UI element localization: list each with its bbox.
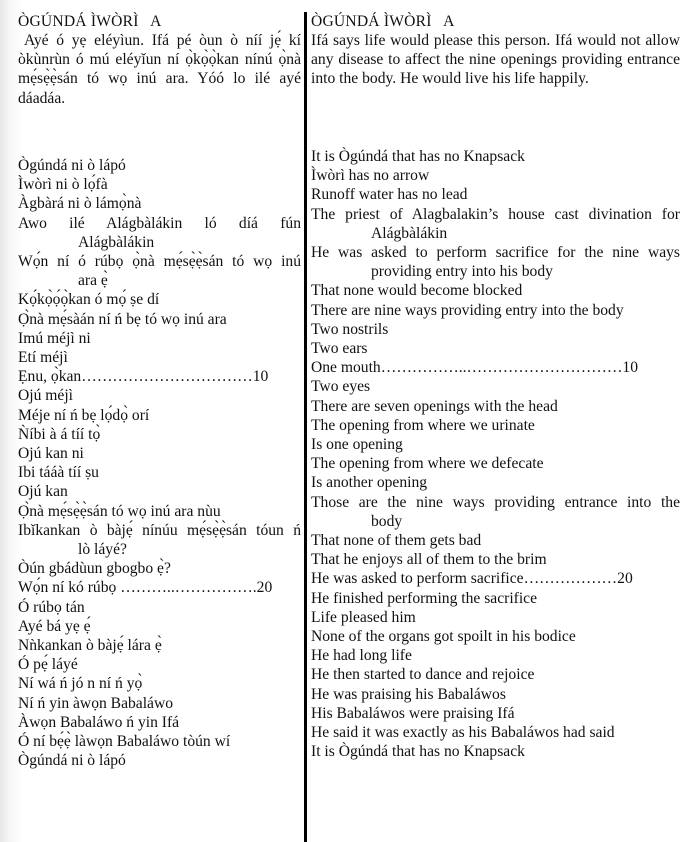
english-verse-line-text: One mouth……………..…………………………10 <box>311 359 639 377</box>
english-verse-line <box>311 205 680 243</box>
yoruba-verse-line <box>18 751 301 770</box>
yoruba-verse-line-text: Ibǐkankan ò bàjẹ́ nínúu mẹ́sẹ̀ẹ̀sán tóun ń <box>18 521 301 539</box>
english-verse-line-text: He had long life <box>311 647 412 665</box>
yoruba-verse-line-text: Méje ní ń bẹ lọ́dọ̀ orí <box>18 406 150 424</box>
english-verse-line-text: Is one opening <box>311 436 403 454</box>
yoruba-verse-line-text: Ayé bá yẹ ẹ́ <box>18 617 91 635</box>
yoruba-verse-line-text: Ibi tááà tíí ṣu <box>18 464 99 482</box>
english-verse-line-text: That he enjoys all of them to the brim <box>311 551 547 569</box>
english-verse-line <box>311 473 680 492</box>
yoruba-verse-line <box>18 694 301 713</box>
yoruba-verse-line <box>18 329 301 348</box>
yoruba-verse-line-text: Ǹíbi à á tíí tọ̀ <box>18 425 101 443</box>
english-verse-line <box>311 377 680 396</box>
english-verse-line-text: He was praising his Babaláwos <box>311 685 506 703</box>
english-verse-line <box>311 723 680 742</box>
english-verse-line <box>311 608 680 627</box>
english-verse-line <box>311 646 680 665</box>
yoruba-verse-line-text: Àgbàrá ni ò lámọ̀nà <box>18 195 142 213</box>
yoruba-verse-line-text: Ìwòrì ni ò lọ́fà <box>18 176 108 194</box>
yoruba-verse-line <box>18 175 301 194</box>
yoruba-verse-line-continuation: ara ẹ̀ <box>78 272 108 290</box>
yoruba-verse-line-text: Ojú kan <box>18 483 68 501</box>
yoruba-verse-line <box>18 367 301 386</box>
english-verse-line <box>311 185 680 204</box>
yoruba-verse-line <box>18 310 301 329</box>
yoruba-verse-line-text: Ó pẹ́ láyé <box>18 656 78 674</box>
english-verse-line-text: It is Ògúndá that has no Knapsack <box>311 743 525 761</box>
english-verse-line <box>311 339 680 358</box>
english-verse-line <box>311 166 680 185</box>
english-verse-line-text: Runoff water has no lead <box>311 186 468 204</box>
english-intro-paragraph: Ifá says life would please this person. Ifá would not allow any disease to affect the nine openings providing entrance into the body. He would live his life happily. <box>311 32 680 88</box>
english-verse-line <box>311 416 680 435</box>
english-verse-line <box>311 550 680 569</box>
english-verse-line <box>311 685 680 704</box>
yoruba-verse-line-text: Kọ́kọ̀ọ́ọ̀kan ó mọ́ ṣe dí <box>18 291 160 309</box>
english-verse-line <box>311 301 680 320</box>
yoruba-verse-line <box>18 463 301 482</box>
english-verse-line-text: Those are the nine ways providing entrance into the <box>311 493 680 511</box>
english-verse-line-text: That none of them gets bad <box>311 532 482 550</box>
yoruba-verse-line <box>18 214 301 252</box>
english-verse-line-text: He was asked to perform sacrifice for the nine ways <box>311 244 680 262</box>
english-verse-line <box>311 665 680 684</box>
yoruba-verse-line-text: Nǹkankan ò bàjẹ́ lára ẹ̀ <box>18 637 162 655</box>
english-verse-line-text: Two eyes <box>311 378 371 396</box>
yoruba-verse-line-text: Òún gbádùun gbogbo ẹ̀? <box>18 560 171 578</box>
yoruba-verse-line <box>18 655 301 674</box>
yoruba-verse-line-text: Ojú kan ni <box>18 445 84 463</box>
yoruba-verse-line-text: Ní ń yin àwọn Babaláwo <box>18 694 174 712</box>
yoruba-title: ÒGÚNDÁ ÌWÒRÌ A <box>18 13 162 30</box>
english-verse-line-text: Two nostrils <box>311 320 389 338</box>
english-verse-line-text: His Babaláwos were praising Ifá <box>311 704 515 722</box>
english-verse-line-text: There are seven openings with the head <box>311 397 558 415</box>
yoruba-verse-line-text: Ẹnu, ọ̀kan……………………………10 <box>18 368 269 386</box>
english-verse-line <box>311 704 680 723</box>
yoruba-verse-line <box>18 713 301 732</box>
yoruba-verse-line <box>18 290 301 309</box>
yoruba-verse-line <box>18 386 301 405</box>
yoruba-verse-line <box>18 521 301 559</box>
yoruba-verse-line-text: Awo ilé Alágbàlákin ló díá fún <box>18 214 301 232</box>
english-verse-line <box>311 531 680 550</box>
yoruba-verse-line-text: Àwọn Babaláwo ń yin Ifá <box>18 713 180 731</box>
english-verse-line <box>311 147 680 166</box>
english-verse-line <box>311 243 680 281</box>
yoruba-verse-line-text: Wọ́n ní ó rúbọ ọ̀nà mẹ́sẹ̀ẹ̀sán tó wọ inú <box>18 253 301 271</box>
yoruba-verse-line-text: Ògúndá ni ò lápó <box>18 157 126 174</box>
english-verse-line <box>311 742 680 761</box>
english-verse-line-continuation: body <box>371 512 403 530</box>
yoruba-verse-line <box>18 406 301 425</box>
english-verse-line <box>311 569 680 588</box>
yoruba-verse-line-text: Wọ́n ní kó rúbọ ………..…………….20 <box>18 579 273 597</box>
yoruba-verse-line <box>18 617 301 636</box>
yoruba-verse-line <box>18 156 301 175</box>
yoruba-verse-line-continuation: lò láyé? <box>78 541 127 559</box>
yoruba-verse-line <box>18 425 301 444</box>
english-title: ÒGÚNDÁ ÌWÒRÌ A <box>311 13 455 30</box>
english-verse-line <box>311 281 680 300</box>
yoruba-verse-line <box>18 482 301 501</box>
yoruba-verse-list <box>18 156 301 771</box>
yoruba-verse-line-text: Ọ̀nà mẹ́sẹ̀ẹ̀sán tó wọ inú ara nùu <box>18 502 221 520</box>
english-verse-list <box>311 147 680 762</box>
english-verse-line <box>311 435 680 454</box>
english-verse-line-text: Two ears <box>311 340 368 358</box>
yoruba-verse-line-text: Ògúndá ni ò lápó <box>18 752 126 770</box>
yoruba-verse-line <box>18 674 301 693</box>
english-verse-line <box>311 589 680 608</box>
yoruba-verse-line <box>18 559 301 578</box>
yoruba-verse-line-text: Ọ̀nà mẹ́sàán ní ń bẹ tó wọ inú ara <box>18 310 227 328</box>
english-verse-line-text: It is Ògúndá that has no Knapsack <box>311 148 525 165</box>
english-verse-line-continuation: providing entry into his body <box>371 263 553 281</box>
yoruba-verse-line-text: Ní wá ń jó n ní ń yọ̀ <box>18 675 143 693</box>
english-verse-line-text: He was asked to perform sacrifice………………20 <box>311 570 633 588</box>
english-verse-line-continuation: Alágbàlákin <box>371 224 448 242</box>
english-verse-line-text: That none would become blocked <box>311 282 523 300</box>
english-verse-line-text: He finished performing the sacrifice <box>311 589 538 607</box>
yoruba-verse-line <box>18 578 301 597</box>
yoruba-verse-line <box>18 444 301 463</box>
english-verse-line-text: Ìwòrì has no arrow <box>311 167 430 185</box>
english-verse-line <box>311 627 680 646</box>
yoruba-verse-line-text: Ó rúbọ tán <box>18 598 85 616</box>
english-verse-line <box>311 454 680 473</box>
yoruba-verse-line <box>18 502 301 521</box>
english-verse-line-text: The opening from where we urinate <box>311 416 535 434</box>
english-verse-line <box>311 493 680 531</box>
yoruba-intro-paragraph: Ayé ó yẹ eléyìun. Ifá pé òun ò níí jẹ́ kí òkùnrùn ó mú eléyǐun ní ọ̀kọ̀ọ̀kan nínú ọ̀nà mẹ́sẹ̀ẹ̀sán tó wọ inú ara. Yóó lo ilé ayé dáadáa. <box>18 32 301 107</box>
english-verse-line <box>311 397 680 416</box>
yoruba-verse-line <box>18 636 301 655</box>
yoruba-verse-line-text: Etí méjì <box>18 349 68 367</box>
yoruba-verse-line-continuation: Alágbàlákin <box>78 233 155 251</box>
column-divider <box>304 12 307 842</box>
yoruba-verse-line <box>18 252 301 290</box>
english-verse-line <box>311 320 680 339</box>
yoruba-verse-line <box>18 194 301 213</box>
yoruba-verse-line-text: Imú méjì ni <box>18 329 91 347</box>
yoruba-verse-line <box>18 348 301 367</box>
english-verse-line-text: None of the organs got spoilt in his bodice <box>311 628 576 646</box>
english-verse-line-text: There are nine ways providing entry into the body <box>311 301 624 319</box>
english-verse-line-text: Is another opening <box>311 474 428 492</box>
yoruba-verse-line-text: Ó ní bẹ́ẹ̀ làwọn Babaláwo tòún wí <box>18 733 231 751</box>
yoruba-verse-line-text: Ojú méjì <box>18 387 74 405</box>
english-verse-line-text: He then started to dance and rejoice <box>311 666 535 684</box>
yoruba-verse-line <box>18 598 301 617</box>
yoruba-verse-line <box>18 732 301 751</box>
english-verse-line-text: He said it was exactly as his Babaláwos had said <box>311 724 615 742</box>
english-verse-line-text: Life pleased him <box>311 608 416 626</box>
english-verse-line-text: The opening from where we defecate <box>311 455 544 473</box>
english-verse-line <box>311 358 680 377</box>
english-verse-line-text: The priest of Alagbalakin’s house cast divination for <box>311 205 680 223</box>
